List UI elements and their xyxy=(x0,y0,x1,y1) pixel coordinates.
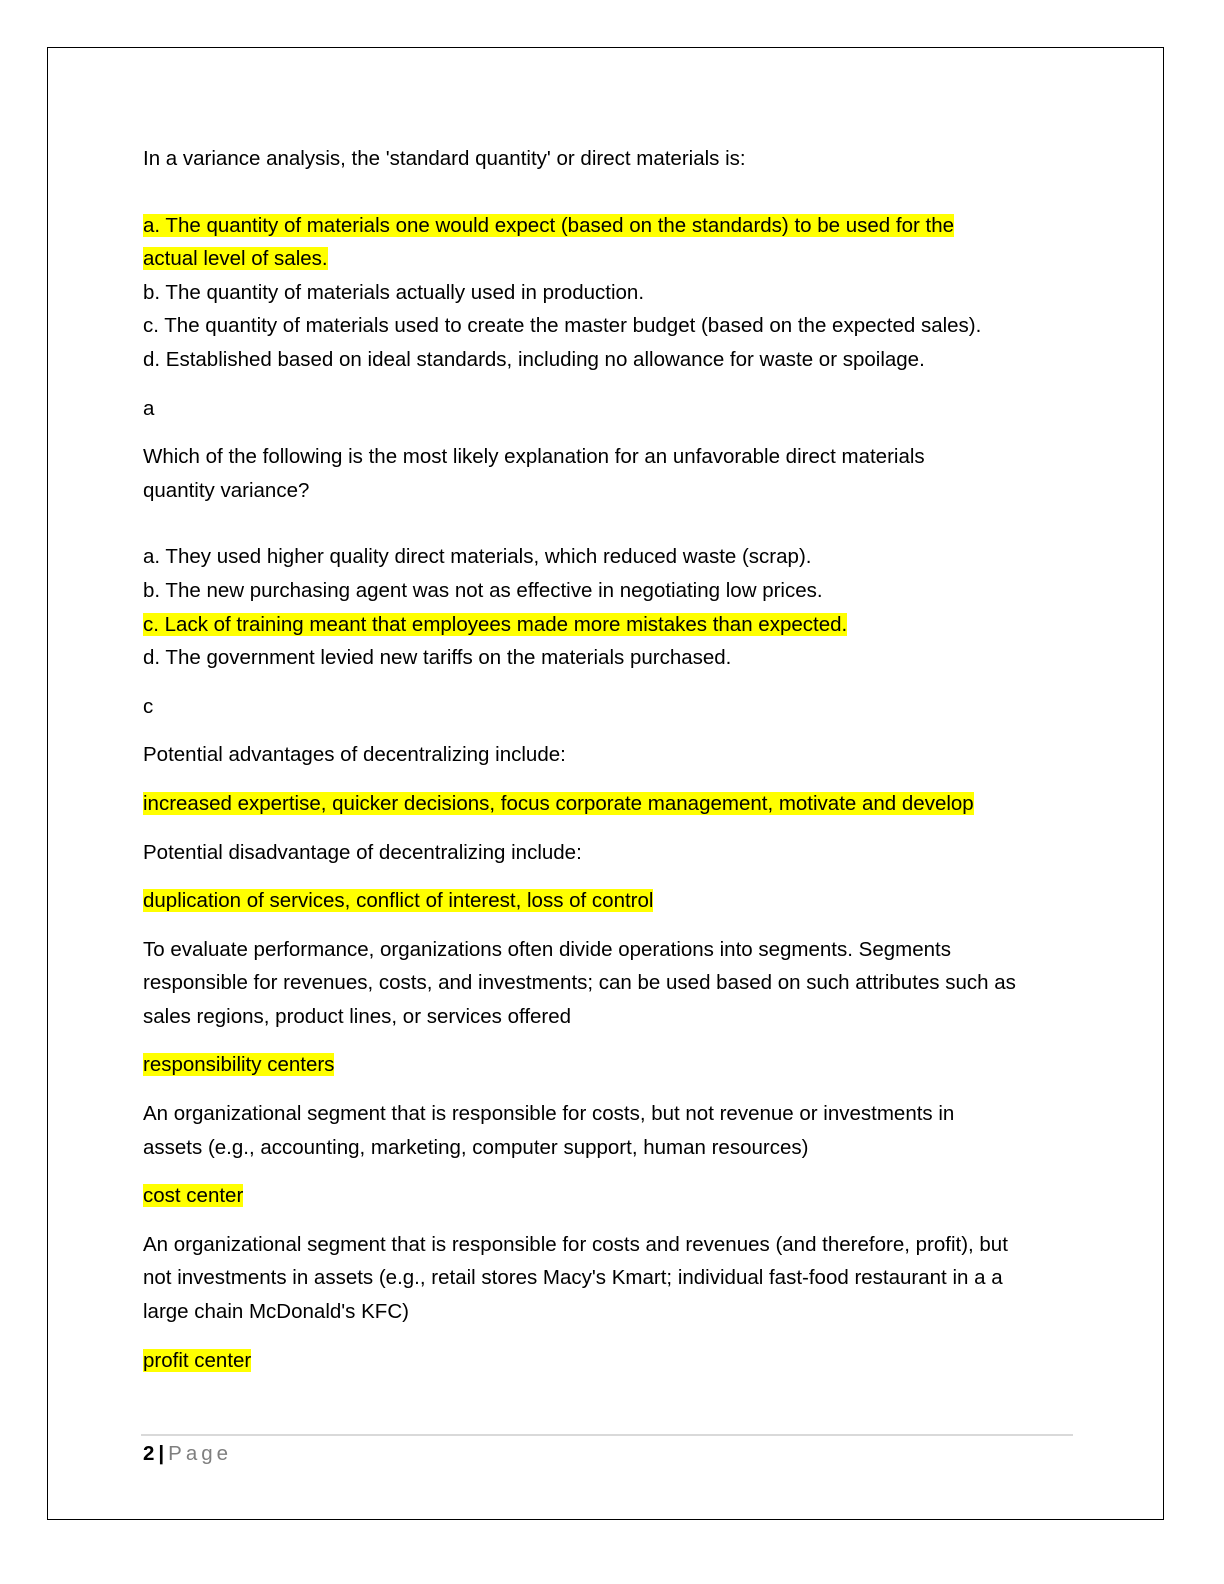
profit-center-answer xyxy=(143,1344,1078,1378)
footer-separator: | xyxy=(158,1442,165,1465)
question-2-stem-cont: quantity variance? xyxy=(143,478,310,502)
question-1-option-d: d. Established based on ideal standards, including no allowance for waste or spoilage. xyxy=(143,347,925,371)
footer-divider xyxy=(141,1434,1073,1436)
page-label: Page xyxy=(168,1442,233,1465)
question-2-option-d: d. The government levied new tariffs on the materials purchased. xyxy=(143,646,732,670)
highlighted-text: profit center xyxy=(143,1348,252,1372)
question-1-option-c: c. The quantity of materials used to create the master budget (based on the expected sales). xyxy=(143,314,982,338)
question-1-option-b: b. The quantity of materials actually used in production. xyxy=(143,280,645,304)
question-2-option-a: a. They used higher quality direct materials, which reduced waste (scrap). xyxy=(143,545,812,569)
highlighted-text: increased expertise, quicker decisions, focus corporate management, motivate and develop xyxy=(143,791,974,815)
segments-prompt-cont: responsible for revenues, costs, and investments; can be used based on such attributes such as xyxy=(143,971,1016,995)
highlighted-text: a. The quantity of materials one would expect (based on the standards) to be used for the xyxy=(143,213,955,237)
disadvantages-answer xyxy=(143,884,1078,918)
question-2-option-c xyxy=(143,608,1078,642)
page-number: 2 xyxy=(143,1442,155,1465)
cost-center-prompt-cont: assets (e.g., accounting, marketing, computer support, human resources) xyxy=(143,1135,809,1159)
question-2-stem: Which of the following is the most likely explanation for an unfavorable direct materials xyxy=(143,445,925,469)
highlighted-text: responsibility centers xyxy=(143,1053,335,1077)
advantages-prompt: Potential advantages of decentralizing include: xyxy=(143,743,566,767)
segments-prompt: To evaluate performance, organizations often divide operations into segments. Segments xyxy=(143,937,951,961)
profit-center-prompt: An organizational segment that is responsible for costs and revenues (and therefore, profit), but xyxy=(143,1232,1008,1256)
cost-center-prompt: An organizational segment that is responsible for costs, but not revenue or investments in xyxy=(143,1102,955,1126)
profit-center-prompt-cont: not investments in assets (e.g., retail stores Macy's Kmart; individual fast-food restaurant in a a xyxy=(143,1266,1003,1290)
profit-center-prompt-cont: large chain McDonald's KFC) xyxy=(143,1300,409,1324)
question-1-option-a xyxy=(143,209,1078,243)
question-1-answer: a xyxy=(143,396,155,420)
question-1-stem: In a variance analysis, the 'standard quantity' or direct materials is: xyxy=(143,147,746,170)
disadvantages-prompt: Potential disadvantage of decentralizing include: xyxy=(143,840,582,864)
document-body xyxy=(143,142,1078,1377)
advantages-answer xyxy=(143,787,1078,821)
highlighted-text: actual level of sales. xyxy=(143,247,328,271)
highlighted-text: cost center xyxy=(143,1184,244,1208)
page-footer xyxy=(143,1439,232,1469)
question-1-option-a-cont xyxy=(143,242,1078,276)
highlighted-text: duplication of services, conflict of interest, loss of control xyxy=(143,889,654,913)
highlighted-text: c. Lack of training meant that employees made more mistakes than expected. xyxy=(143,612,848,636)
segments-answer xyxy=(143,1048,1078,1082)
cost-center-answer xyxy=(143,1179,1078,1213)
question-2-option-b: b. The new purchasing agent was not as effective in negotiating low prices. xyxy=(143,578,823,602)
segments-prompt-cont: sales regions, product lines, or services offered xyxy=(143,1004,572,1028)
question-2-answer: c xyxy=(143,694,154,718)
